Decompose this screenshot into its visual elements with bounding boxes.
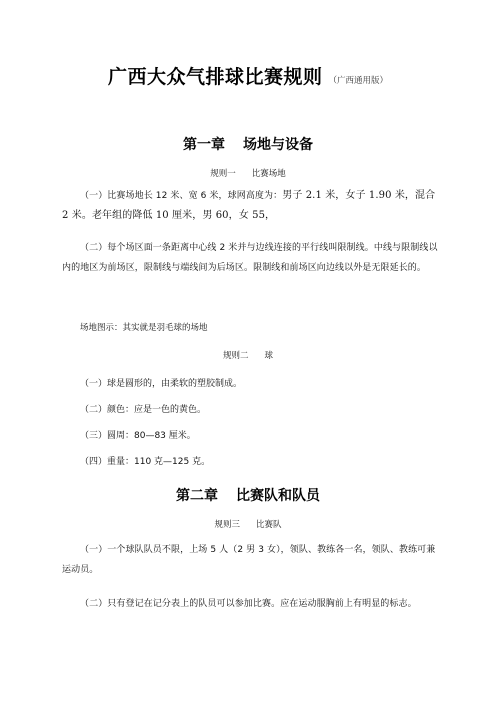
document-title: 广西大众气排球比赛规则 bbox=[107, 66, 323, 88]
document-subtitle: （广西通用版） bbox=[328, 76, 389, 86]
chapter-1-heading bbox=[0, 134, 496, 154]
chapter-2-number: 第二章 bbox=[176, 488, 218, 504]
rule-1-name: 比赛场地 bbox=[251, 169, 286, 179]
rule-3-number: 规则三 bbox=[214, 520, 240, 530]
rule-1-paragraph-1 bbox=[62, 186, 442, 226]
chapter-2-heading bbox=[0, 485, 496, 505]
rule-1-number: 规则一 bbox=[210, 169, 236, 179]
rule-2-item-1: （一）球是圆形的，由柔软的塑胶制成。 bbox=[80, 379, 243, 389]
rule-3-paragraph-2: （二）只有登记在记分表上的队员可以参加比赛。应在运动服胸前上有明显的标志。 bbox=[80, 599, 417, 609]
rule-1-heading bbox=[0, 167, 496, 179]
chapter-1-number: 第一章 bbox=[183, 137, 225, 153]
document-header bbox=[0, 62, 496, 89]
chapter-2-name: 比赛队和队员 bbox=[236, 488, 320, 504]
rule-3-paragraph-1: （一）一个球队队员不限，上场 5 人（2 男 3 女），领队、教练各一名，领队、教练可兼运动员。 bbox=[62, 545, 436, 575]
rule-2-heading bbox=[0, 349, 496, 361]
rule-3-name: 比赛队 bbox=[256, 520, 282, 530]
rule-2-item-4: （四）重量：110 克—125 克。 bbox=[80, 457, 211, 467]
chapter-1-name: 场地与设备 bbox=[243, 137, 313, 153]
rule-1-paragraph-1-net-heights: 男子 2.1 米，女子 1.90 米，混合 2 米。老年组的降低 10 厘米，男 60，女 55， bbox=[62, 190, 436, 221]
court-diagram-note: 场地图示：其实就是羽毛球的场地 bbox=[80, 323, 208, 333]
rule-3-heading bbox=[0, 518, 496, 530]
rule-1-paragraph-2: （二）每个场区面一条距离中心线 2 米并与边线连接的平行线叫限制线。中线与限制线以内的地区为前场区，限制线与端线间为后场区。限制线和前场区向边线以外是无限延长的。 bbox=[62, 243, 438, 273]
rule-2-item-3: （三）圆周：80—83 厘米。 bbox=[80, 431, 196, 441]
rule-2-number: 规则二 bbox=[222, 351, 249, 361]
rule-2-name: 球 bbox=[264, 351, 274, 361]
rule-1-paragraph-1-start: （一）比赛场地长 12 米、宽 6 米，球网高度为： bbox=[80, 191, 283, 201]
rule-2-item-2: （二）颜色：应是一色的黄色。 bbox=[80, 405, 207, 415]
